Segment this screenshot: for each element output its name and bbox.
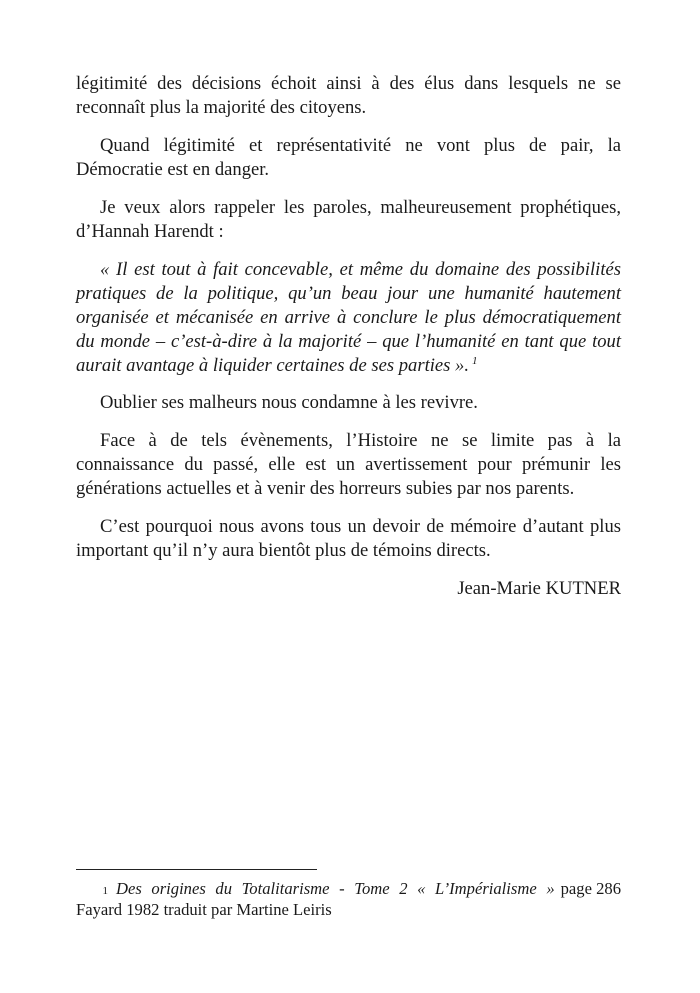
- paragraph-1: légitimité des décisions échoit ainsi à des élus dans lesquels ne se reconnaît plus la majorité des citoyens.: [76, 73, 621, 118]
- quotation: [76, 258, 621, 378]
- paragraph-3: Je veux alors rappeler les paroles, malheureusement prophétiques, d’Hannah Harendt :: [76, 197, 621, 242]
- paragraph-6: C’est pourquoi nous avons tous un devoir de mémoire d’autant plus important qu’il n’y aura bientôt plus de témoins directs.: [76, 516, 621, 561]
- footnote-reference[interactable]: 1: [472, 355, 478, 367]
- footnote-publisher: Fayard 1982 traduit par Martine Leiris: [76, 900, 332, 919]
- footnote-page: page 286: [560, 879, 621, 898]
- quotation-text: « Il est tout à fait concevable, et même du domaine des possibilités pratiques de la politique, qu’un beau jour une humanité hautement organisée et mécanisée en arrive à conclure le plus démocratiquement du monde – c’est-à-dire à la majorité – que l’humanité en tant que tout aurait avantage à liquider certaines de ses parties ».: [76, 259, 621, 376]
- body-text: [76, 72, 621, 601]
- footnote: 1 Des origines du Totalitarisme - Tome 2 « L’Impérialisme » page 286 Fayard 1982 traduit par Martine Leiris: [76, 879, 621, 919]
- footnote-title: Des origines du Totalitarisme - Tome 2 « L’Impérialisme »: [116, 879, 555, 898]
- paragraph-4: Oublier ses malheurs nous condamne à les revivre.: [100, 392, 478, 413]
- signature: Jean-Marie KUTNER: [457, 578, 621, 599]
- paragraph-5: Face à de tels évènements, l’Histoire ne se limite pas à la connaissance du passé, elle est un avertissement pour prémunir les générations actuelles et à venir des horreurs subies par nos parents.: [76, 430, 621, 499]
- paragraph-2: Quand légitimité et représentativité ne vont plus de pair, la Démocratie est en danger.: [76, 135, 621, 180]
- footnote-divider: [76, 869, 317, 870]
